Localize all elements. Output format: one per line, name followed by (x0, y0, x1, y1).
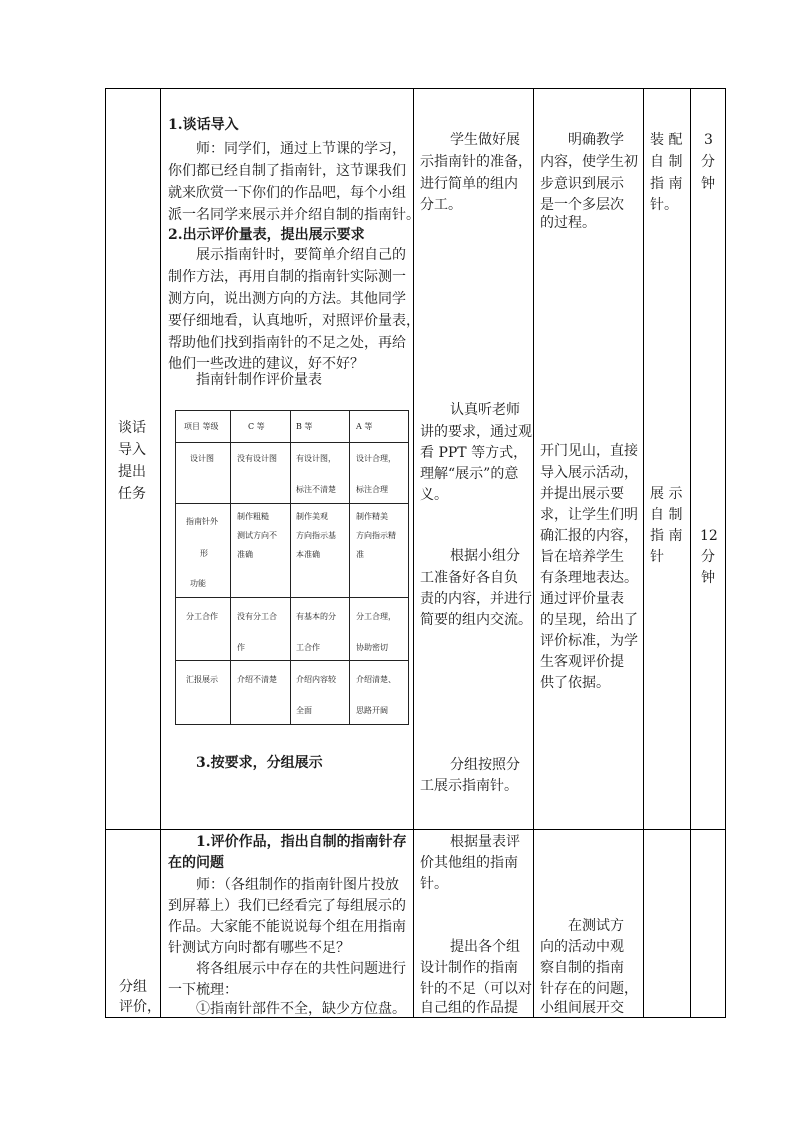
rubric-cell: 标注不清楚 (296, 485, 336, 494)
paragraph-line: 你们都已经自制了指南针，这节课我们 (168, 163, 406, 179)
rubric-cell: 分工合理， (356, 612, 396, 621)
rubric-cell: 协助密切 (356, 643, 388, 652)
paragraph-line: 是一个多层次 (540, 197, 624, 213)
paragraph-line: 展示指南针时，要简单介绍自己的 (196, 247, 406, 263)
rubric-cell: 本准确 (296, 550, 320, 559)
rubric-cell: 没有分工合 (237, 612, 277, 621)
paragraph-line: 察自制的指南 (540, 960, 624, 976)
paragraph-line: 生客观评价提 (540, 654, 624, 670)
stage-text: 谈话 (118, 420, 146, 436)
paragraph-line: 步意识到展示 (540, 176, 624, 192)
col-line-4 (643, 88, 644, 1018)
paragraph-line: 根据小组分 (450, 548, 520, 564)
rubric-cell: 有设计图， (296, 454, 336, 463)
row-divider (105, 829, 726, 830)
paragraph-line: 针存在的问题， (540, 981, 638, 997)
rubric-header: B 等 (296, 422, 313, 431)
paragraph-line: 提出各个组 (450, 939, 520, 955)
paragraph-line: 设计制作的指南 (420, 960, 518, 976)
paragraph-line: 针的不足（可以对 (420, 981, 532, 997)
rubric-cell: 方向指示精 (356, 531, 396, 540)
paragraph-line: 工展示指南针。 (420, 778, 518, 794)
paragraph-line: 开门见山，直接 (540, 443, 638, 459)
rubric-cell: 介绍内容较 (296, 675, 336, 684)
rubric-title: 指南针制作评价量表 (196, 372, 322, 388)
rubric-cell: 指南针外 (186, 517, 218, 526)
rubric-cell: 制作精美 (356, 512, 388, 521)
paragraph-line: 价其他组的指南 (420, 855, 518, 871)
time-text: 钟 (701, 570, 715, 586)
paragraph-line: 看 PPT 等方式， (420, 445, 528, 461)
section-heading: 在的问题 (168, 855, 224, 871)
rubric-cell: 全面 (296, 706, 312, 715)
paragraph-line: 求，让学生们明 (540, 507, 638, 523)
paragraph-line: 分组按照分 (450, 757, 520, 773)
rubric-cell: 分工合作 (186, 612, 218, 621)
col-line-1 (160, 88, 161, 1018)
resource-text: 针 (650, 549, 664, 565)
rubric-cell: 作 (237, 643, 245, 652)
paragraph-line: 的呈现，给出了 (540, 612, 638, 628)
paragraph-line: 向的活动中观 (540, 939, 624, 955)
rubric-cell: 测试方向不 (237, 531, 277, 540)
rubric-cell: 标注合理 (356, 485, 388, 494)
rubric-cell: 功能 (190, 579, 206, 588)
paragraph-line: 派一名同学来展示并介绍自制的指南针。 (168, 207, 420, 223)
time-text: 钟 (701, 176, 715, 192)
paragraph-line: 在测试方 (568, 918, 624, 934)
paragraph-line: 帮助他们找到指南针的不足之处，再给 (168, 335, 406, 351)
rubric-cell: 有基本的分 (296, 612, 336, 621)
stage-text: 评价， (119, 999, 161, 1015)
time-text: 3 (704, 132, 713, 148)
resource-text: 装 配 (650, 132, 683, 148)
rubric-cell: 制作美观 (296, 512, 328, 521)
resource-text: 展 示 (650, 486, 683, 502)
paragraph-line: 到屏幕上）我们已经看完了每组展示的 (168, 898, 406, 914)
paragraph-line: 认真听老师 (450, 402, 520, 418)
paragraph-line: 要仔细地看，认真地听，对照评价量表， (168, 313, 420, 329)
paragraph-line: 针。 (420, 876, 448, 892)
paragraph-line: 学生做好展 (450, 132, 520, 148)
paragraph-line: 明确教学 (568, 132, 624, 148)
resource-text: 自 制 (650, 154, 683, 170)
table-border-top (105, 88, 726, 89)
paragraph-line: 理解“展示”的意 (420, 466, 519, 482)
col-line-3 (533, 88, 534, 1018)
paragraph-line: 通过评价量表 (540, 591, 624, 607)
section-heading: 2.出示评价量表，提出展示要求 (168, 227, 365, 243)
paragraph-line: 制作方法，再用自制的指南针实际测一 (168, 269, 406, 285)
paragraph-line: 导入展示活动， (540, 465, 638, 481)
time-text: 分 (701, 549, 715, 565)
paragraph-line: ①指南针部件不全，缺少方位盘。 (196, 1001, 406, 1017)
paragraph-line: 确汇报的内容， (540, 528, 638, 544)
paragraph-line: 内容，使学生初 (540, 154, 638, 170)
rubric-cell: 设计合理， (356, 454, 396, 463)
paragraph-line: 将各组展示中存在的共性问题进行 (196, 961, 406, 977)
rubric-cell: 制作粗糙 (237, 512, 269, 521)
paragraph-line: 针测试方向时都有哪些不足？ (168, 940, 350, 956)
resource-text: 针。 (650, 197, 678, 213)
paragraph-line: 作品。大家能不能说说每个组在用指南 (168, 919, 406, 935)
paragraph-line: 的过程。 (540, 215, 596, 231)
rubric-cell: 没有设计图 (237, 454, 277, 463)
rubric-header: A 等 (356, 422, 373, 431)
stage-text: 导入 (118, 442, 146, 458)
stage-text: 分组 (119, 979, 147, 995)
stage-text: 任务 (118, 486, 146, 502)
paragraph-line: 他们一些改进的建议，好不好？ (168, 356, 364, 372)
col-line-2 (413, 88, 414, 1018)
paragraph-line: 工准备好各自负 (420, 570, 518, 586)
paragraph-line: 师：同学们，通过上节课的学习， (196, 141, 406, 157)
rubric-cell: 方向指示基 (296, 531, 336, 540)
rubric-cell: 准 (356, 550, 364, 559)
section-heading: 1.评价作品，指出自制的指南针存 (196, 834, 407, 850)
section-heading: 3.按要求，分组展示 (196, 755, 323, 771)
paragraph-line: 一下梳理： (168, 982, 238, 998)
paragraph-line: 旨在培养学生 (540, 549, 624, 565)
time-text: 分 (701, 154, 715, 170)
rubric-header: C 等 (248, 422, 265, 431)
paragraph-line: 小组间展开交 (540, 1000, 624, 1016)
paragraph-line: 师：（各组制作的指南针图片投放 (196, 877, 399, 893)
rubric-cell: 介绍不清楚 (237, 675, 277, 684)
paragraph-line: 义。 (420, 487, 448, 503)
section-heading: 1.谈话导入 (168, 117, 239, 133)
paragraph-line: 简要的组内交流。 (420, 612, 532, 628)
paragraph-line: 供了依据。 (540, 675, 610, 691)
rubric-cell: 设计图 (190, 454, 214, 463)
stage-text: 提出 (118, 464, 146, 480)
time-text: 12 (700, 528, 718, 544)
rubric-cell: 形 (200, 549, 208, 558)
resource-text: 指 南 (650, 528, 683, 544)
paragraph-line: 讲的要求，通过观 (420, 424, 532, 440)
col-line-0 (105, 88, 106, 1018)
col-line-6 (725, 88, 726, 1018)
rubric-cell: 介绍清楚、 (356, 675, 396, 684)
paragraph-line: 示指南针的准备， (420, 154, 532, 170)
col-line-5 (690, 88, 691, 1018)
paragraph-line: 责的内容，并进行 (420, 591, 532, 607)
paragraph-line: 根据量表评 (450, 834, 520, 850)
rubric-cell: 准确 (237, 550, 253, 559)
rubric-header: 项目 等级 (184, 422, 219, 431)
paragraph-line: 有条理地表达。 (540, 570, 638, 586)
paragraph-line: 评价标准，为学 (540, 633, 638, 649)
paragraph-line: 并提出展示要 (540, 486, 624, 502)
paragraph-line: 测方向，说出测方向的方法。其他同学 (168, 291, 406, 307)
paragraph-line: 就来欣赏一下你们的作品吧，每个小组 (168, 185, 406, 201)
paragraph-line: 进行简单的组内 (420, 176, 518, 192)
resource-text: 指 南 (650, 176, 683, 192)
resource-text: 自 制 (650, 507, 683, 523)
rubric-cell: 思路开阔 (356, 706, 388, 715)
rubric-cell: 工合作 (296, 643, 320, 652)
paragraph-line: 分工。 (420, 197, 462, 213)
rubric-cell: 汇报展示 (186, 675, 218, 684)
paragraph-line: 自己组的作品提 (420, 1000, 518, 1016)
